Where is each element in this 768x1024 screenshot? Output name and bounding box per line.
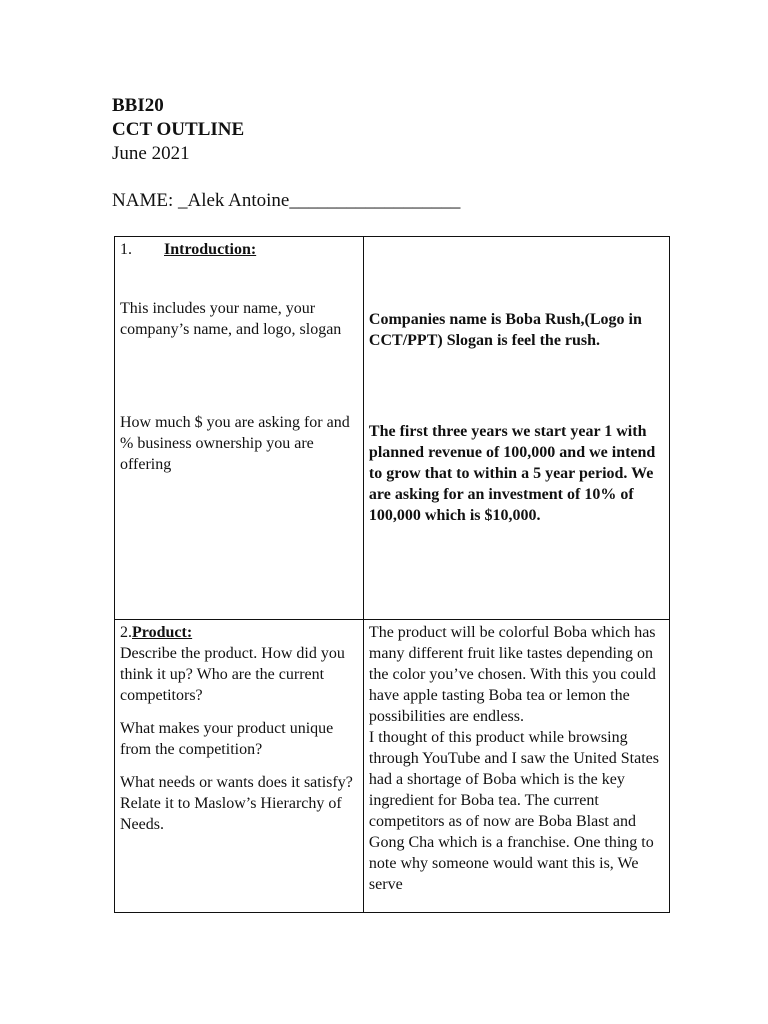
document-title: CCT OUTLINE xyxy=(112,119,245,140)
section-heading xyxy=(120,622,358,643)
section-number: 1. xyxy=(120,241,132,258)
intro-prompt-investment: How much $ you are asking for and % business ownership you are offering xyxy=(120,414,350,473)
product-prompt-cell xyxy=(115,620,364,913)
product-prompt-needs: What needs or wants does it satisfy? Relate it to Maslow’s Hierarchy of Needs. xyxy=(120,774,353,833)
intro-answer-company: Companies name is Boba Rush,(Logo in CCT/PPT) Slogan is feel the rush. xyxy=(368,311,642,349)
product-answer-origin: I thought of this product while browsing through YouTube and I saw the United States had a shortage of Boba which is the key ingredient for Boba tea. The current competitors as of now are Boba Blast and Gong Cha which is a franchise. One thing to note why someone would want this is, We serve xyxy=(368,729,659,893)
outline-table xyxy=(114,236,670,913)
intro-prompt-company: This includes your name, your company’s name, and logo, slogan xyxy=(120,300,342,338)
product-answer-description: The product will be colorful Boba which has many different fruit like tastes depending on the color you’ve chosen. With this you could have apple tasting Boba tea or lemon the possibilities are endless. xyxy=(368,624,656,725)
section-number: 2. xyxy=(120,624,132,641)
section-heading xyxy=(120,239,358,260)
product-prompt-unique: What makes your product unique from the competition? xyxy=(120,720,334,758)
student-name-line: NAME: _Alek Antoine__________________ xyxy=(112,190,461,211)
section-title: Product: xyxy=(132,624,193,641)
course-code: BBI20 xyxy=(112,95,164,116)
product-prompt-describe: Describe the product. How did you think it up? Who are the current competitors? xyxy=(120,645,345,704)
product-answer-cell xyxy=(363,620,669,913)
intro-answer-investment: The first three years we start year 1 with planned revenue of 100,000 and we intend to grow that to within a 5 year period. We are asking for an investment of 10% of 100,000 which is $10,000. xyxy=(368,423,656,524)
table-row xyxy=(115,237,670,620)
section-title: Introduction: xyxy=(164,241,257,258)
intro-prompt-cell xyxy=(115,237,364,620)
document-date: June 2021 xyxy=(112,143,190,164)
table-row xyxy=(115,620,670,913)
document-header xyxy=(112,94,244,166)
intro-answer-cell xyxy=(363,237,669,620)
